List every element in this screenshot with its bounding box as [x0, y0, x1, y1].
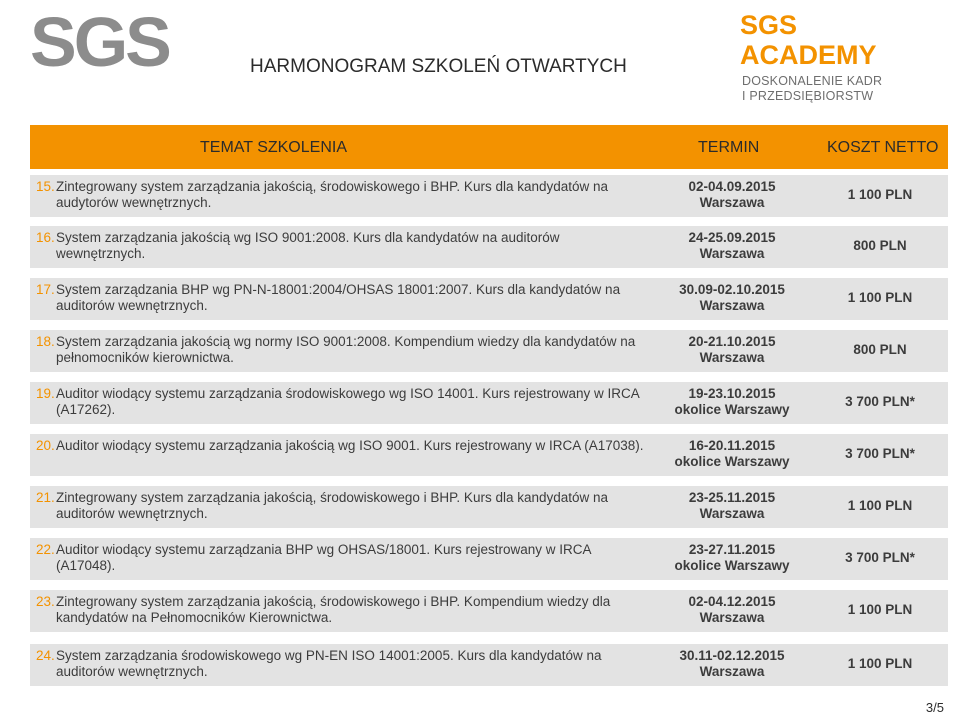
row-date: 30.09-02.10.2015 [679, 282, 785, 297]
row-place: Warszawa [699, 350, 765, 365]
row-number: 19. [36, 386, 55, 401]
row-topic: System zarządzania jakością wg normy ISO 9001:2008. Kompendium wiedzy dla kandydatów na pełnomocników kierownictwa. [56, 334, 636, 365]
academy-sub1: DOSKONALENIE KADR [742, 74, 883, 88]
row-date: 02-04.09.2015 [688, 179, 776, 194]
row-topic: Auditor wiodący systemu zarządzania BHP wg OHSAS/18001. Kurs rejestrowany w IRCA (A17048). [56, 542, 591, 573]
table-row [30, 175, 948, 217]
row-cost: 1 100 PLN [847, 498, 913, 513]
row-topic: System zarządzania BHP wg PN-N-18001:2004/OHSAS 18001:2007. Kurs dla kandydatów na auditorów wewnętrznych. [56, 282, 621, 313]
row-term [652, 230, 812, 262]
row-place: Warszawa [699, 610, 765, 625]
header-topic: TEMAT SZKOLENIA [200, 139, 347, 156]
table-row [30, 486, 948, 528]
row-number: 18. [36, 334, 55, 349]
row-date: 19-23.10.2015 [688, 386, 776, 401]
table-row [30, 382, 948, 424]
table-header [30, 125, 948, 169]
row-cost: 3 700 PLN* [845, 550, 915, 565]
row-cost: 1 100 PLN [847, 656, 913, 671]
row-number: 15. [36, 179, 55, 194]
row-place: Warszawa [699, 506, 765, 521]
row-number: 17. [36, 282, 55, 297]
table-row [30, 590, 948, 632]
row-date: 23-25.11.2015 [688, 490, 776, 505]
row-date: 30.11-02.12.2015 [679, 648, 785, 663]
row-place: Warszawa [699, 664, 765, 679]
row-cost: 800 PLN [853, 238, 907, 253]
page-title: HARMONOGRAM SZKOLEŃ OTWARTYCH [250, 56, 627, 77]
sgs-logo-text: SGS [30, 3, 169, 81]
row-topic: Zintegrowany system zarządzania jakością, środowiskowego i BHP. Kurs dla kandydatów na auditorów wewnętrznych. [56, 490, 609, 521]
row-place: okolice Warszawy [674, 402, 790, 417]
row-term [652, 179, 812, 211]
header-term: TERMIN [698, 139, 760, 156]
row-term [652, 648, 812, 680]
academy-name: SGS ACADEMY [740, 10, 877, 70]
row-date: 16-20.11.2015 [688, 438, 776, 453]
row-number: 20. [36, 438, 55, 453]
header-cost: KOSZT NETTO [827, 139, 939, 156]
sgs-academy-logo [740, 10, 930, 104]
row-topic: System zarządzania jakością wg ISO 9001:2008. Kurs dla kandydatów na auditorów wewnętrznych. [56, 230, 560, 261]
row-term [652, 282, 812, 314]
row-topic: Zintegrowany system zarządzania jakością, środowiskowego i BHP. Kompendium wiedzy dla kandydatów na Pełnomocników Kierownictwa. [56, 594, 611, 625]
page-number: 3/5 [925, 700, 944, 715]
row-term [652, 438, 812, 470]
row-place: okolice Warszawy [674, 454, 790, 469]
row-term [652, 386, 812, 418]
row-number: 24. [36, 648, 55, 663]
row-date: 24-25.09.2015 [688, 230, 776, 245]
row-number: 22. [36, 542, 55, 557]
row-number: 21. [36, 490, 55, 505]
row-cost: 800 PLN [853, 342, 907, 357]
row-term [652, 542, 812, 574]
row-cost: 1 100 PLN [847, 602, 913, 617]
row-cost: 3 700 PLN* [845, 446, 915, 461]
table-row [30, 330, 948, 372]
row-cost: 3 700 PLN* [845, 394, 915, 409]
row-cost: 1 100 PLN [847, 187, 913, 202]
table-row [30, 538, 948, 580]
row-topic: System zarządzania środowiskowego wg PN-EN ISO 14001:2005. Kurs dla kandydatów na auditorów wewnętrznych. [56, 648, 602, 679]
row-place: Warszawa [699, 298, 765, 313]
row-place: okolice Warszawy [674, 558, 790, 573]
row-number: 23. [36, 594, 55, 609]
row-cost: 1 100 PLN [847, 290, 913, 305]
row-term [652, 490, 812, 522]
row-date: 23-27.11.2015 [688, 542, 776, 557]
table-row [30, 644, 948, 686]
sgs-logo [30, 3, 169, 81]
row-term [652, 594, 812, 626]
row-term [652, 334, 812, 366]
row-topic: Zintegrowany system zarządzania jakością, środowiskowego i BHP. Kurs dla kandydatów na audytorów wewnętrznych. [56, 179, 609, 210]
row-place: Warszawa [699, 195, 765, 210]
row-topic: Auditor wiodący systemu zarządzania jakością wg ISO 9001. Kurs rejestrowany w IRCA (A17038). [56, 438, 644, 453]
row-date: 20-21.10.2015 [688, 334, 776, 349]
academy-sub2: I PRZEDSIĘBIORSTW [742, 89, 874, 103]
table-row [30, 434, 948, 476]
table-row [30, 278, 948, 320]
row-topic: Auditor wiodący systemu zarządzania środowiskowego wg ISO 14001. Kurs rejestrowany w IRCA (A17262). [56, 386, 640, 417]
row-date: 02-04.12.2015 [688, 594, 776, 609]
row-place: Warszawa [699, 246, 765, 261]
table-row [30, 226, 948, 268]
row-number: 16. [36, 230, 55, 245]
